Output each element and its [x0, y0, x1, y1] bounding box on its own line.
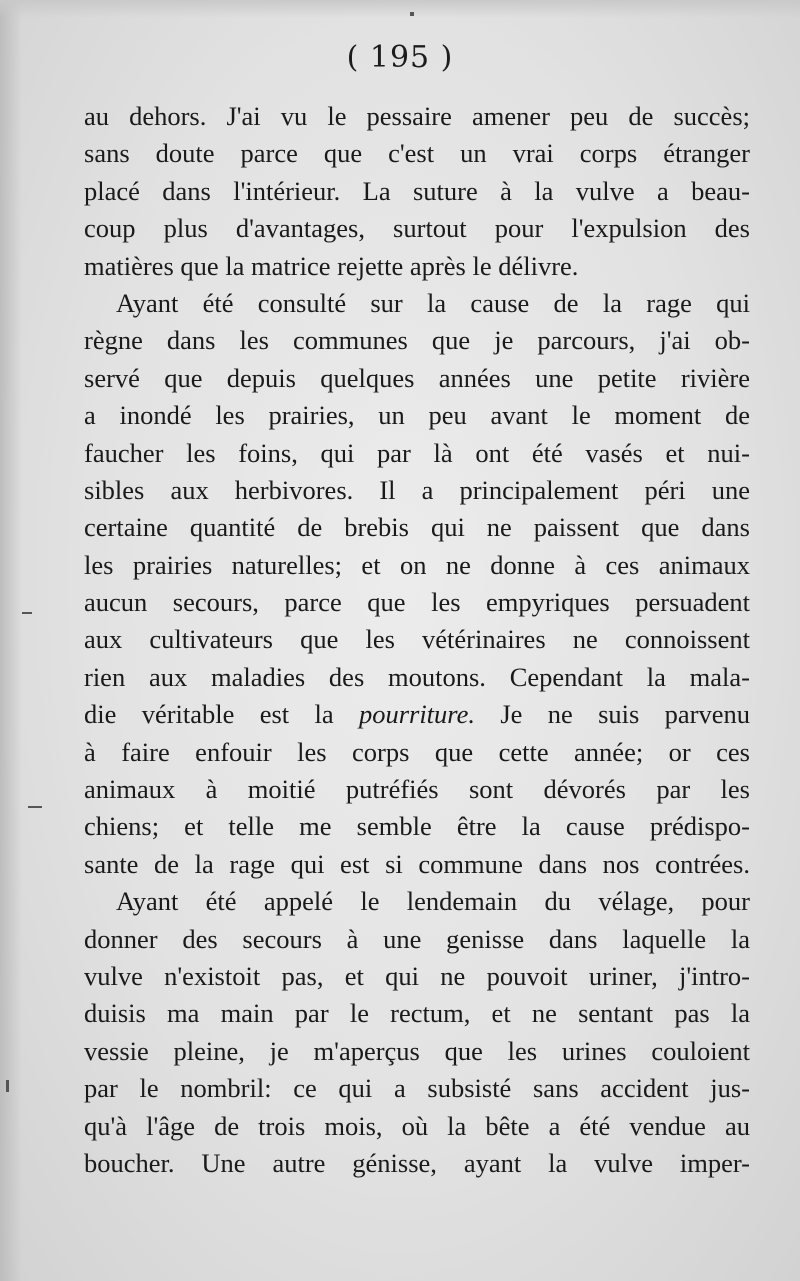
ink-speck — [28, 806, 42, 808]
text-line: aucun secours, parce que les empyriques persuadent — [84, 587, 750, 618]
text-line: vessie pleine, je m'aperçus que les urines couloient — [84, 1035, 750, 1066]
page-number: ( 195 ) — [346, 40, 454, 75]
text-line: par le nombril: ce qui a subsisté sans accident jus- — [84, 1073, 750, 1104]
text-line: faucher les foins, qui par là ont été vasés et nui- — [84, 437, 750, 468]
ink-speck — [22, 612, 32, 614]
text-segment: die véritable est la — [84, 699, 359, 730]
text-line: coup plus d'avantages, surtout pour l'expulsion des — [84, 213, 750, 244]
ink-speck — [410, 12, 414, 16]
paragraph-start-line: Ayant été consulté sur la cause de la rage qui — [116, 287, 750, 318]
ink-speck — [6, 1080, 9, 1092]
text-line: règne dans les communes que je parcours, j'ai ob- — [84, 325, 750, 356]
text-line: boucher. Une autre génisse, ayant la vulve imper- — [84, 1147, 750, 1178]
text-line: duisis ma main par le rectum, et ne sentant pas la — [84, 998, 750, 1029]
text-line: certaine quantité de brebis qui ne paissent que dans — [84, 512, 750, 543]
text-line-with-italic — [84, 696, 750, 733]
text-line: animaux à moitié putréfiés sont dévorés par les — [84, 774, 750, 805]
binding-shadow — [0, 0, 22, 1281]
text-line: les prairies naturelles; et on ne donne à ces animaux — [84, 549, 750, 580]
text-line: à faire enfouir les corps que cette année; or ces — [84, 736, 750, 767]
text-line: a inondé les prairies, un peu avant le moment de — [84, 400, 750, 431]
text-line: sibles aux herbivores. Il a principalement péri une — [84, 474, 750, 505]
text-line: donner des secours à une genisse dans laquelle la — [84, 923, 750, 954]
text-line: rien aux maladies des moutons. Cependant la mala- — [84, 661, 750, 692]
text-segment: Je ne suis parvenu — [475, 699, 750, 730]
italic-term: pourriture. — [358, 699, 476, 730]
text-line: sante de la rage qui est si commune dans nos contrées. — [84, 848, 750, 879]
text-line: aux cultivateurs que les vétérinaires ne connoissent — [84, 624, 750, 655]
paragraph-start-line: Ayant été appelé le lendemain du vélage, pour — [116, 886, 750, 917]
text-line: chiens; et telle me semble être la cause prédispo- — [84, 811, 750, 842]
top-edge-shadow — [0, 0, 800, 18]
text-line: vulve n'existoit pas, et qui ne pouvoit uriner, j'intro- — [84, 960, 750, 991]
text-line: qu'à l'âge de trois mois, où la bête a été vendue au — [84, 1110, 750, 1141]
body-text — [84, 98, 750, 1182]
text-line: au dehors. J'ai vu le pessaire amener peu de succès; — [84, 101, 750, 131]
text-line: servé que depuis quelques années une petite rivière — [84, 362, 750, 393]
text-line: placé dans l'intérieur. La suture à la vulve a beau- — [84, 175, 750, 206]
text-line: matières que la matrice rejette après le délivre. — [84, 250, 579, 281]
text-line: sans doute parce que c'est un vrai corps étranger — [84, 138, 750, 169]
